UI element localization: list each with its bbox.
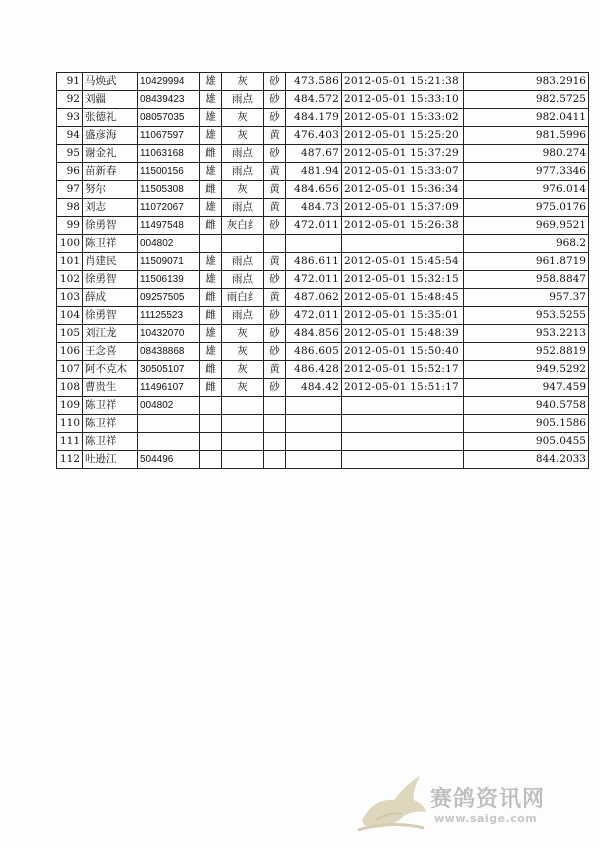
rank-cell: 105 [57,325,83,343]
arrival-time-cell: 2012-05-01 15:26:38 [342,217,464,235]
feather-color-cell: 灰 [222,127,264,145]
ring-number-cell: 11496107 [138,379,200,397]
arrival-time-cell: 2012-05-01 15:48:45 [342,289,464,307]
sex-cell: 雌 [200,181,222,199]
name-cell: 阿不克木 [83,361,138,379]
speed-cell: 940.5758 [464,397,589,415]
speed-cell: 983.2916 [464,73,589,91]
name-cell: 盛彦海 [83,127,138,145]
feather-color-cell: 雨点 [222,163,264,181]
table-row [57,73,589,91]
eye-color-cell [264,433,286,451]
sex-cell [200,415,222,433]
arrival-time-cell: 2012-05-01 15:50:40 [342,343,464,361]
table-row [57,415,589,433]
feather-color-cell: 雨点 [222,91,264,109]
rank-cell: 104 [57,307,83,325]
arrival-time-cell: 2012-05-01 15:51:17 [342,379,464,397]
rank-cell: 112 [57,451,83,469]
table-row [57,325,589,343]
pigeon-logo-icon [354,770,430,836]
speed-cell: 957.37 [464,289,589,307]
table-row [57,235,589,253]
sex-cell [200,397,222,415]
ring-number-cell: 08057035 [138,109,200,127]
distance-cell: 486.605 [286,343,342,361]
feather-color-cell: 灰 [222,325,264,343]
name-cell: 肖建民 [83,253,138,271]
distance-cell: 484.656 [286,181,342,199]
distance-cell: 472.011 [286,307,342,325]
arrival-time-cell: 2012-05-01 15:45:54 [342,253,464,271]
speed-cell: 958.8847 [464,271,589,289]
table-row [57,163,589,181]
ring-number-cell: 11125523 [138,307,200,325]
sex-cell [200,451,222,469]
distance-cell: 472.011 [286,271,342,289]
arrival-time-cell: 2012-05-01 15:33:02 [342,109,464,127]
ring-number-cell: 11497548 [138,217,200,235]
name-cell: 陈卫祥 [83,433,138,451]
eye-color-cell: 砂 [264,73,286,91]
eye-color-cell: 砂 [264,307,286,325]
rank-cell: 92 [57,91,83,109]
name-cell: 谢金礼 [83,145,138,163]
sex-cell: 雌 [200,289,222,307]
ring-number-cell: 10432070 [138,325,200,343]
distance-cell: 472.011 [286,217,342,235]
distance-cell: 484.73 [286,199,342,217]
distance-cell [286,235,342,253]
distance-cell [286,415,342,433]
eye-color-cell: 砂 [264,91,286,109]
distance-cell [286,433,342,451]
arrival-time-cell: 2012-05-01 15:36:34 [342,181,464,199]
sex-cell [200,433,222,451]
distance-cell: 487.67 [286,145,342,163]
rank-cell: 91 [57,73,83,91]
name-cell: 薛成 [83,289,138,307]
arrival-time-cell: 2012-05-01 15:25:20 [342,127,464,145]
rank-cell: 102 [57,271,83,289]
feather-color-cell: 灰 [222,361,264,379]
ring-number-cell: 11509071 [138,253,200,271]
results-table-body [57,73,589,469]
ring-number-cell: 11500156 [138,163,200,181]
table-row [57,145,589,163]
eye-color-cell: 黄 [264,253,286,271]
feather-color-cell: 灰 [222,73,264,91]
speed-cell: 981.5996 [464,127,589,145]
rank-cell: 103 [57,289,83,307]
table-row [57,289,589,307]
eye-color-cell: 黄 [264,289,286,307]
eye-color-cell: 砂 [264,343,286,361]
sex-cell: 雄 [200,271,222,289]
feather-color-cell [222,451,264,469]
table-row [57,343,589,361]
arrival-time-cell: 2012-05-01 15:35:01 [342,307,464,325]
name-cell: 吐逊江 [83,451,138,469]
speed-cell: 982.0411 [464,109,589,127]
feather-color-cell: 雨点 [222,145,264,163]
name-cell: 苗新春 [83,163,138,181]
ring-number-cell: 004802 [138,397,200,415]
name-cell: 徐勇智 [83,271,138,289]
table-row [57,433,589,451]
arrival-time-cell: 2012-05-01 15:32:15 [342,271,464,289]
name-cell: 曹贵生 [83,379,138,397]
eye-color-cell: 黄 [264,181,286,199]
ring-number-cell: 11067597 [138,127,200,145]
speed-cell: 976.014 [464,181,589,199]
distance-cell: 484.179 [286,109,342,127]
distance-cell: 481.94 [286,163,342,181]
distance-cell [286,397,342,415]
speed-cell: 949.5292 [464,361,589,379]
distance-cell: 486.428 [286,361,342,379]
eye-color-cell [264,235,286,253]
feather-color-cell [222,235,264,253]
distance-cell: 486.611 [286,253,342,271]
rank-cell: 110 [57,415,83,433]
eye-color-cell: 黄 [264,361,286,379]
feather-color-cell [222,415,264,433]
rank-cell: 111 [57,433,83,451]
speed-cell: 975.0176 [464,199,589,217]
distance-cell: 487.062 [286,289,342,307]
ring-number-cell: 11072067 [138,199,200,217]
speed-cell: 969.9521 [464,217,589,235]
rank-cell: 97 [57,181,83,199]
feather-color-cell: 灰 [222,181,264,199]
name-cell: 刘疆 [83,91,138,109]
speed-cell: 953.2213 [464,325,589,343]
rank-cell: 100 [57,235,83,253]
distance-cell: 484.856 [286,325,342,343]
speed-cell: 961.8719 [464,253,589,271]
feather-color-cell: 雨点 [222,253,264,271]
eye-color-cell: 砂 [264,217,286,235]
name-cell: 努尔 [83,181,138,199]
name-cell: 马焕武 [83,73,138,91]
name-cell: 陈卫祥 [83,415,138,433]
results-table [56,72,589,469]
saige-watermark [352,770,562,836]
table-row [57,127,589,145]
rank-cell: 96 [57,163,83,181]
speed-cell: 844.2033 [464,451,589,469]
arrival-time-cell: 2012-05-01 15:37:29 [342,145,464,163]
name-cell: 刘江龙 [83,325,138,343]
eye-color-cell: 黄 [264,163,286,181]
feather-color-cell: 雨点 [222,271,264,289]
ring-number-cell: 08438868 [138,343,200,361]
table-row [57,361,589,379]
rank-cell: 98 [57,199,83,217]
rank-cell: 99 [57,217,83,235]
speed-cell: 982.5725 [464,91,589,109]
ring-number-cell: 004802 [138,235,200,253]
sex-cell: 雄 [200,199,222,217]
sex-cell: 雄 [200,127,222,145]
sex-cell: 雄 [200,343,222,361]
name-cell: 张德礼 [83,109,138,127]
eye-color-cell: 黄 [264,127,286,145]
sex-cell: 雄 [200,91,222,109]
ring-number-cell: 504496 [138,451,200,469]
name-cell: 陈卫祥 [83,397,138,415]
ring-number-cell: 09257505 [138,289,200,307]
feather-color-cell [222,397,264,415]
rank-cell: 93 [57,109,83,127]
speed-cell: 968.2 [464,235,589,253]
table-row [57,217,589,235]
eye-color-cell [264,415,286,433]
ring-number-cell: 11505308 [138,181,200,199]
table-row [57,451,589,469]
eye-color-cell: 砂 [264,145,286,163]
eye-color-cell [264,397,286,415]
arrival-time-cell: 2012-05-01 15:48:39 [342,325,464,343]
ring-number-cell: 11063168 [138,145,200,163]
speed-cell: 905.1586 [464,415,589,433]
rank-cell: 101 [57,253,83,271]
speed-cell: 952.8819 [464,343,589,361]
rank-cell: 107 [57,361,83,379]
sex-cell: 雌 [200,307,222,325]
arrival-time-cell [342,451,464,469]
table-row [57,109,589,127]
speed-cell: 905.0455 [464,433,589,451]
distance-cell [286,451,342,469]
table-row [57,91,589,109]
table-row [57,253,589,271]
name-cell: 徐勇智 [83,217,138,235]
sex-cell: 雌 [200,217,222,235]
feather-color-cell: 灰 [222,379,264,397]
eye-color-cell: 砂 [264,109,286,127]
speed-cell: 953.5255 [464,307,589,325]
table-row [57,307,589,325]
eye-color-cell [264,451,286,469]
arrival-time-cell: 2012-05-01 15:37:09 [342,199,464,217]
arrival-time-cell [342,433,464,451]
eye-color-cell: 砂 [264,271,286,289]
eye-color-cell: 砂 [264,325,286,343]
arrival-time-cell: 2012-05-01 15:21:38 [342,73,464,91]
feather-color-cell: 灰 [222,343,264,361]
sex-cell: 雄 [200,73,222,91]
name-cell: 刘志 [83,199,138,217]
feather-color-cell: 雨白纟 [222,289,264,307]
rank-cell: 106 [57,343,83,361]
sex-cell [200,235,222,253]
ring-number-cell: 08439423 [138,91,200,109]
speed-cell: 977.3346 [464,163,589,181]
sex-cell: 雄 [200,253,222,271]
distance-cell: 484.572 [286,91,342,109]
arrival-time-cell [342,415,464,433]
sex-cell: 雌 [200,361,222,379]
table-row [57,271,589,289]
distance-cell: 476.403 [286,127,342,145]
rank-cell: 109 [57,397,83,415]
arrival-time-cell: 2012-05-01 15:52:17 [342,361,464,379]
name-cell: 徐勇智 [83,307,138,325]
distance-cell: 473.586 [286,73,342,91]
speed-cell: 947.459 [464,379,589,397]
table-row [57,397,589,415]
arrival-time-cell: 2012-05-01 15:33:10 [342,91,464,109]
eye-color-cell: 黄 [264,199,286,217]
feather-color-cell: 灰 [222,109,264,127]
table-row [57,199,589,217]
sex-cell: 雌 [200,379,222,397]
table-row [57,181,589,199]
ring-number-cell [138,433,200,451]
feather-color-cell: 雨点 [222,199,264,217]
sex-cell: 雄 [200,163,222,181]
ring-number-cell: 10429994 [138,73,200,91]
speed-cell: 980.274 [464,145,589,163]
rank-cell: 94 [57,127,83,145]
ring-number-cell: 11506139 [138,271,200,289]
eye-color-cell: 砂 [264,379,286,397]
ring-number-cell: 30505107 [138,361,200,379]
feather-color-cell [222,433,264,451]
watermark-title: 赛鸽资讯网 [430,787,546,812]
name-cell: 王念喜 [83,343,138,361]
name-cell: 陈卫祥 [83,235,138,253]
sex-cell: 雄 [200,325,222,343]
arrival-time-cell [342,397,464,415]
watermark-url: www.saige.com [434,812,538,825]
rank-cell: 95 [57,145,83,163]
distance-cell: 484.42 [286,379,342,397]
feather-color-cell: 灰白纟 [222,217,264,235]
ring-number-cell [138,415,200,433]
feather-color-cell: 雨点 [222,307,264,325]
sex-cell: 雄 [200,109,222,127]
table-row [57,379,589,397]
arrival-time-cell [342,235,464,253]
sex-cell: 雌 [200,145,222,163]
arrival-time-cell: 2012-05-01 15:33:07 [342,163,464,181]
rank-cell: 108 [57,379,83,397]
